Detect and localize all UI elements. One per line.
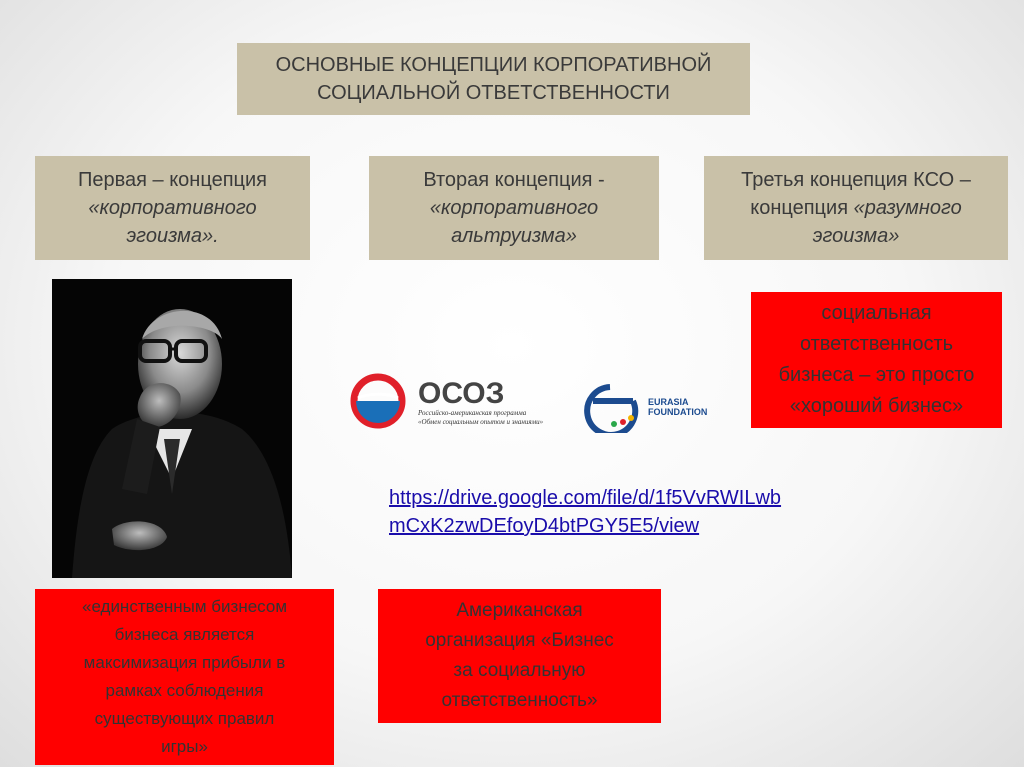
slide-title: [237, 43, 750, 115]
red-box-american-organization: [378, 589, 661, 723]
ocoz-subtitle-1: Российско-американская программа: [418, 409, 527, 417]
concept-3-line-2: [741, 194, 971, 222]
ocoz-subtitle-2: «Обмен социальным опытом и знаниями»: [418, 418, 544, 426]
red-right-line-4: «хороший бизнес»: [789, 395, 964, 417]
concept-1-line-2: «корпоративного: [88, 197, 257, 219]
red-center-line-3: за социальную: [453, 660, 586, 681]
red-left-line-4: рамках соблюдения: [105, 681, 264, 700]
concept-1-line-1: Первая – концепция: [78, 169, 267, 191]
red-left-line-3: максимизация прибыли в: [83, 653, 286, 672]
title-line-1: ОСНОВНЫЕ КОНЦЕПЦИИ КОРПОРАТИВНОЙ: [275, 54, 712, 76]
drive-link[interactable]: [389, 484, 781, 540]
concept-2-line-3: альтруизма»: [451, 225, 577, 247]
eurasia-line-1: EURASIA: [648, 397, 689, 407]
red-center-line-1: Американская: [456, 600, 583, 621]
concept-1-line-3: эгоизма».: [126, 225, 219, 247]
red-center-line-2: организация «Бизнес: [425, 630, 614, 651]
concept-box-second: [369, 156, 659, 260]
eurasia-foundation-logo-icon: [587, 387, 635, 433]
red-box-quote: [35, 589, 334, 765]
red-box-good-business: [751, 292, 1002, 428]
concept-box-first: [35, 156, 310, 260]
title-line-2: СОЦИАЛЬНОЙ ОТВЕТСТВЕННОСТИ: [317, 82, 670, 104]
concept-2-line-2: «корпоративного: [429, 197, 599, 219]
logos-strip: [348, 365, 708, 433]
concept-3-line-3: эгоизма»: [812, 225, 900, 247]
concept-2-line-1: Вторая концепция -: [423, 169, 605, 191]
red-right-line-3: бизнеса – это просто: [778, 364, 975, 386]
eurasia-line-2: FOUNDATION: [648, 407, 708, 417]
ocoz-name: ОСОЗ: [418, 377, 505, 410]
red-right-line-2: ответственность: [799, 333, 954, 355]
red-left-line-6: игры»: [161, 737, 208, 756]
concept-3-line-1: Третья концепция КСО –: [741, 169, 971, 191]
ocoz-logo-icon: [354, 377, 402, 425]
drive-link-line-1[interactable]: https://drive.google.com/file/d/1f5VvRWILwb: [389, 487, 782, 509]
drive-link-line-2[interactable]: mCxK2zwDEfoyD4btPGY5E5/view: [389, 515, 700, 537]
red-left-line-5: существующих правил: [94, 709, 275, 728]
portrait-photo: [52, 279, 292, 578]
concept-3-line-2-plain: концепция: [750, 197, 854, 219]
concept-box-third: [704, 156, 1008, 260]
red-center-line-4: ответственность»: [441, 690, 598, 711]
red-right-line-1: социальная: [821, 302, 932, 324]
red-left-line-1: «единственным бизнесом: [81, 597, 288, 616]
red-left-line-2: бизнеса является: [114, 625, 255, 644]
concept-3-line-2-italic: «разумного: [853, 197, 962, 219]
